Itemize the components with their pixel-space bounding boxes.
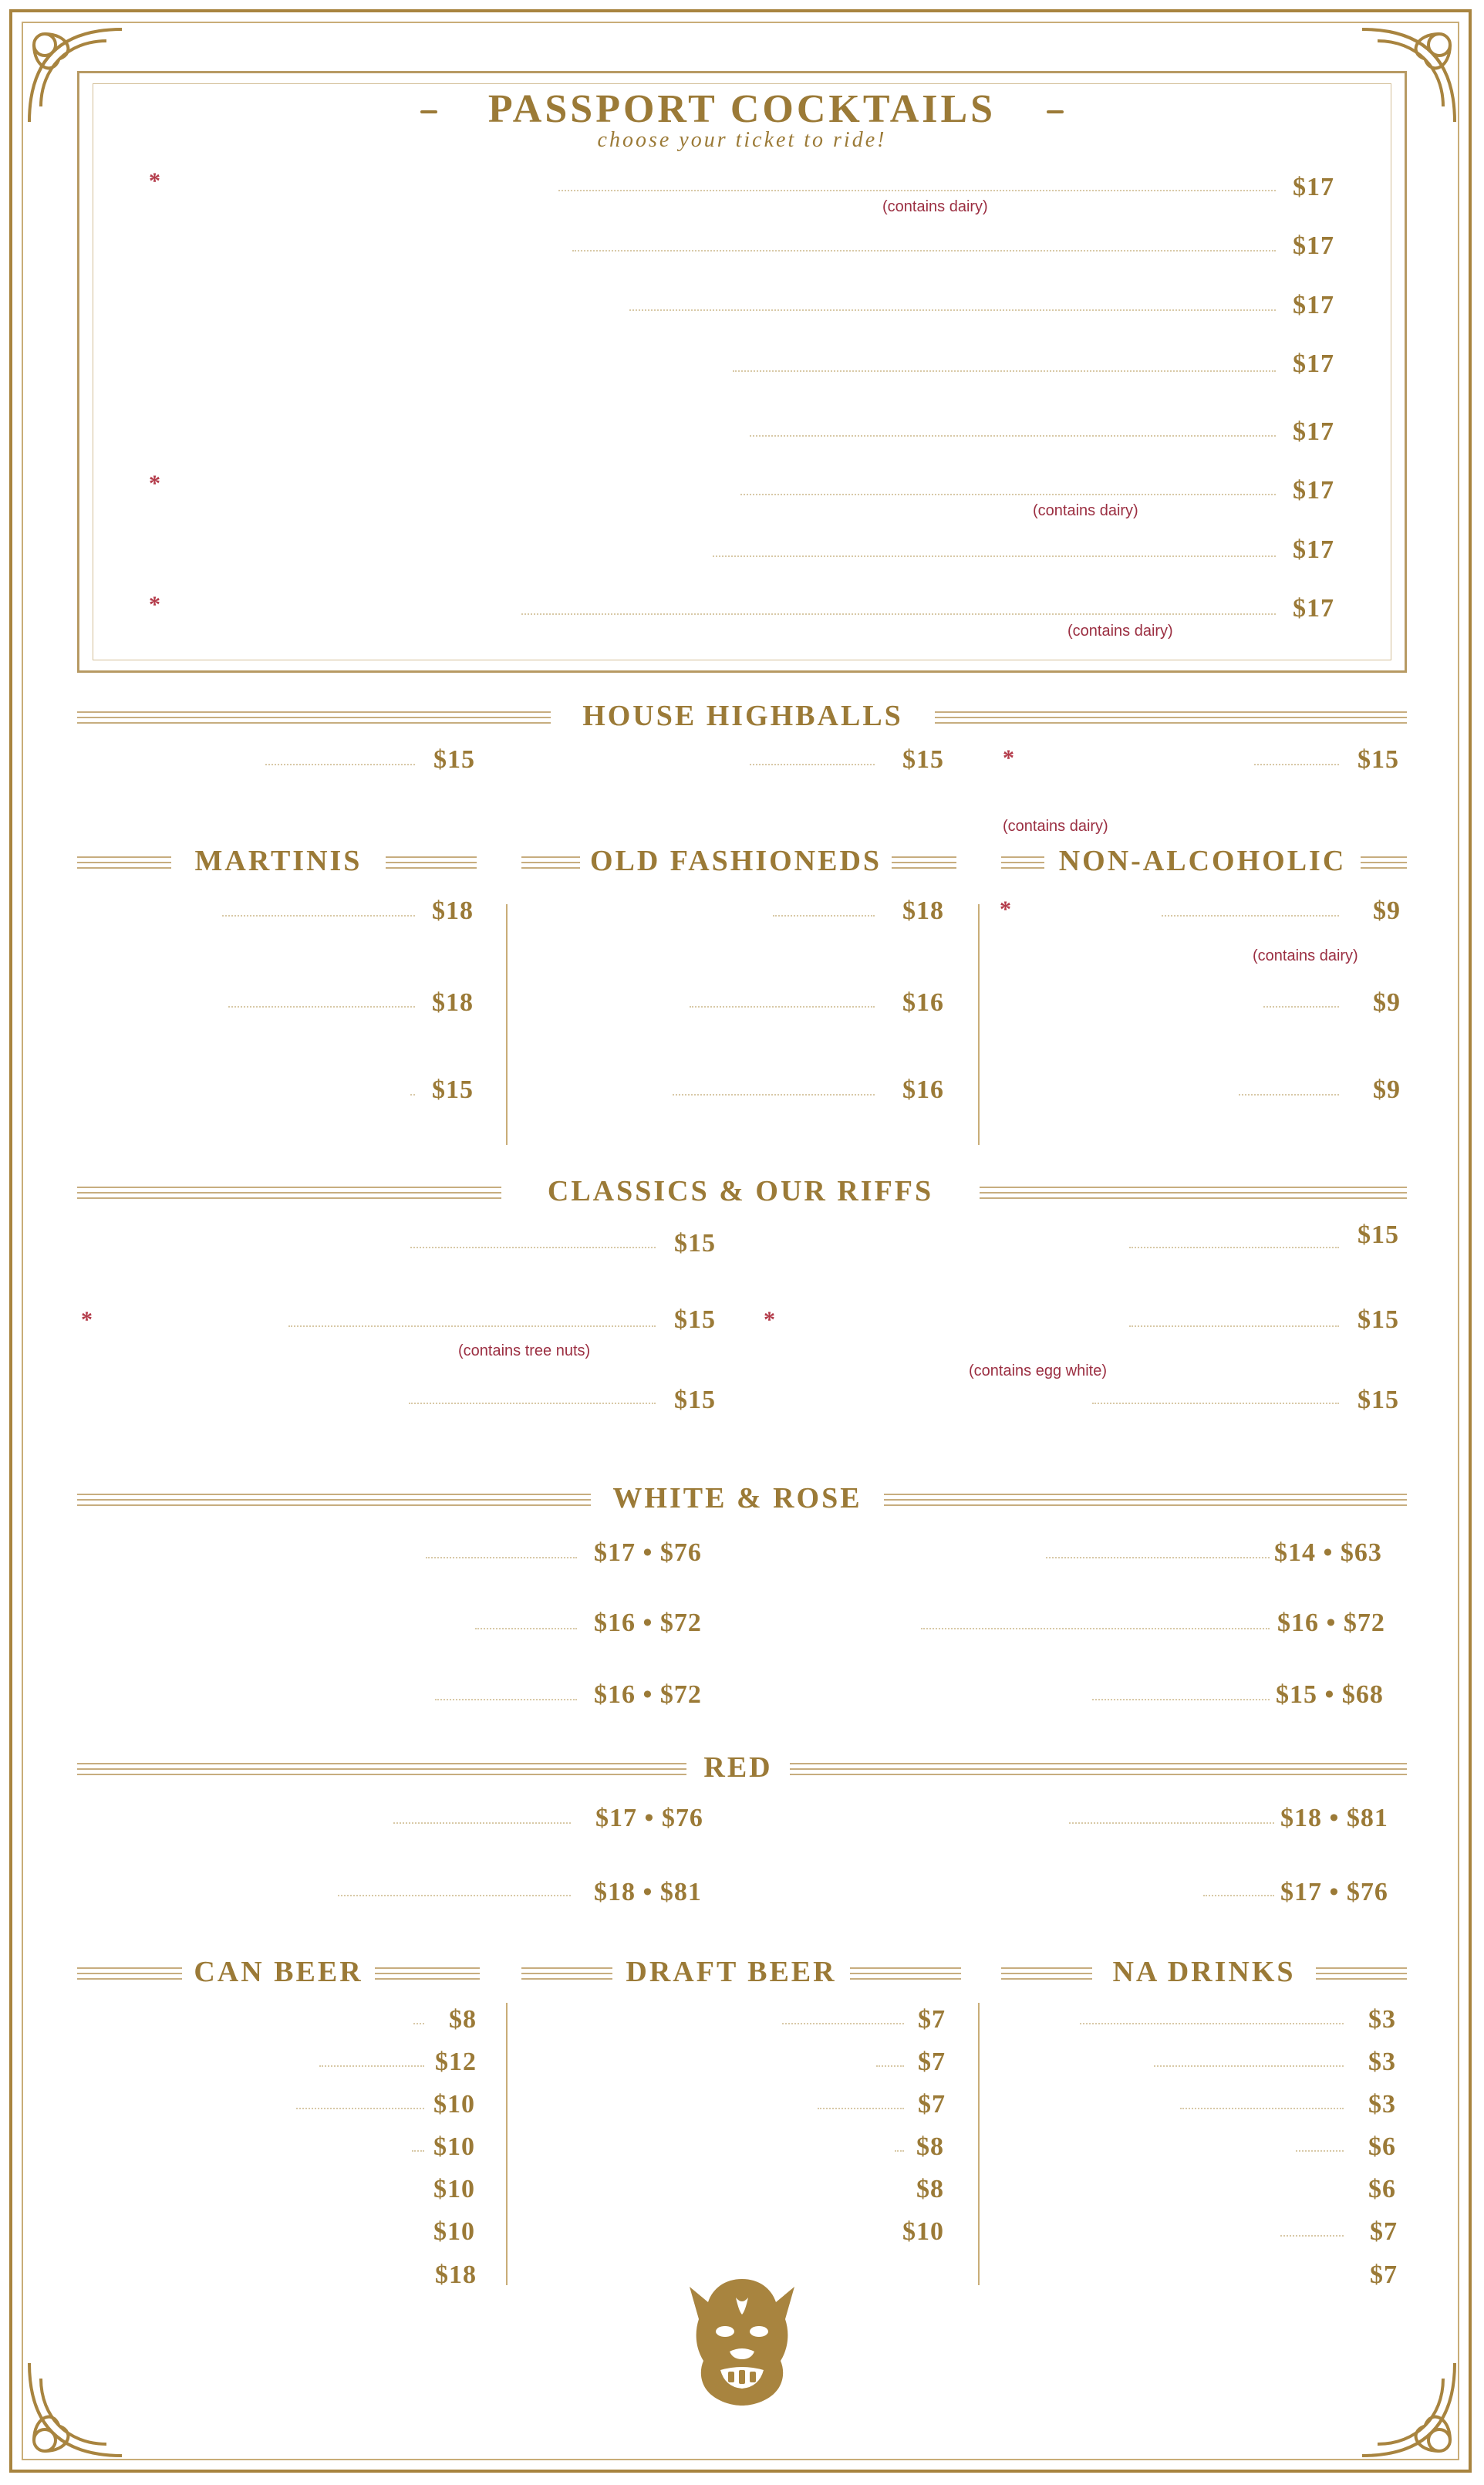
section-title-white-rose: WHITE & ROSE xyxy=(612,1482,862,1514)
section-rule xyxy=(521,856,580,869)
beer-price: $18 xyxy=(435,2260,477,2289)
wine-price: $14 • $63 xyxy=(1274,1538,1382,1567)
item-price: $15 xyxy=(1358,1221,1399,1249)
item-note: (contains dairy) xyxy=(1003,818,1108,835)
section-rule xyxy=(850,1967,961,1980)
drink-price: $6 xyxy=(1368,2132,1396,2161)
leader-line xyxy=(1203,1895,1274,1896)
wine-price: $17 • $76 xyxy=(594,1538,702,1567)
section-rule xyxy=(1316,1967,1407,1980)
page-subtitle: choose your ticket to ride! xyxy=(597,128,887,152)
item-price: $17 xyxy=(1293,417,1334,446)
wine-price: $16 • $72 xyxy=(594,1680,702,1709)
gargoyle-mascot-icon xyxy=(682,2271,802,2407)
beer-price: $12 xyxy=(435,2048,477,2076)
leader-line xyxy=(1092,1699,1270,1700)
drink-price: $3 xyxy=(1368,2005,1396,2034)
column-divider xyxy=(506,2003,508,2285)
section-rule xyxy=(892,856,956,869)
dairy-star: * xyxy=(1003,745,1014,771)
item-note: (contains egg white) xyxy=(969,1362,1107,1379)
dairy-star: * xyxy=(1000,896,1011,922)
section-rule xyxy=(77,1187,501,1199)
leader-line xyxy=(740,494,1276,495)
leader-line xyxy=(1154,2065,1344,2067)
item-price: $15 xyxy=(902,745,944,774)
item-price: $17 xyxy=(1293,291,1334,319)
item-note: (contains dairy) xyxy=(1067,623,1173,640)
beer-price: $7 xyxy=(918,2090,946,2119)
corner-flourish-icon xyxy=(1354,2355,1470,2471)
item-price: $18 xyxy=(432,896,474,925)
leader-line xyxy=(265,764,415,765)
section-rule xyxy=(77,711,551,724)
section-rule xyxy=(790,1763,1407,1775)
drink-price: $7 xyxy=(1370,2217,1398,2246)
leader-line xyxy=(750,435,1276,437)
wine-price: $16 • $72 xyxy=(594,1609,702,1637)
dairy-star: * xyxy=(149,168,160,194)
item-price: $17 xyxy=(1293,476,1334,505)
leader-line xyxy=(1254,764,1339,765)
item-price: $17 xyxy=(1293,349,1334,378)
section-rule xyxy=(521,1967,612,1980)
section-rule xyxy=(884,1494,1407,1506)
leader-line xyxy=(876,2065,904,2067)
item-price: $15 xyxy=(674,1229,716,1258)
section-rule xyxy=(77,856,171,869)
section-rule xyxy=(980,1187,1407,1199)
beer-price: $10 xyxy=(433,2132,475,2161)
leader-line xyxy=(410,1247,656,1248)
beer-price: $10 xyxy=(433,2217,475,2246)
item-price: $9 xyxy=(1373,896,1401,925)
leader-line xyxy=(435,1699,577,1700)
section-title-highballs: HOUSE HIGHBALLS xyxy=(582,700,903,732)
item-note: (contains dairy) xyxy=(1033,502,1138,519)
leader-line xyxy=(921,1628,1270,1629)
item-price: $9 xyxy=(1373,988,1401,1017)
item-price: $16 xyxy=(902,1075,944,1104)
egg-white-star: * xyxy=(764,1307,775,1332)
leader-line xyxy=(228,1006,415,1008)
item-price: $16 xyxy=(902,988,944,1017)
leader-line xyxy=(629,309,1276,311)
leader-line xyxy=(426,1557,577,1558)
leader-line xyxy=(521,613,1276,615)
leader-line xyxy=(1080,2023,1344,2024)
leader-line xyxy=(393,1822,571,1824)
corner-flourish-icon xyxy=(14,2355,130,2471)
beer-price: $7 xyxy=(918,2005,946,2034)
section-rule xyxy=(1361,856,1407,869)
item-price: $18 xyxy=(432,988,474,1017)
beer-price: $7 xyxy=(918,2048,946,2076)
leader-line xyxy=(750,764,875,765)
section-title-draft-beer: DRAFT BEER xyxy=(626,1956,837,1988)
section-title-classics: CLASSICS & OUR RIFFS xyxy=(547,1175,934,1207)
drink-price: $7 xyxy=(1370,2260,1398,2289)
leader-line xyxy=(713,555,1276,557)
item-price: $17 xyxy=(1293,173,1334,201)
section-title-old-fashioneds: OLD FASHIONEDS xyxy=(589,845,882,877)
section-rule xyxy=(1001,856,1044,869)
section-title-na-drinks: NA DRINKS xyxy=(1112,1956,1296,1988)
dairy-star: * xyxy=(149,471,160,496)
leader-line xyxy=(1092,1403,1339,1404)
section-rule xyxy=(77,1494,591,1506)
drink-price: $3 xyxy=(1368,2048,1396,2076)
section-rule xyxy=(1001,1967,1092,1980)
beer-price: $10 xyxy=(433,2175,475,2203)
item-note: (contains dairy) xyxy=(882,198,988,215)
leader-line xyxy=(412,2150,424,2152)
leader-line xyxy=(558,190,1276,191)
leader-line xyxy=(1296,2150,1344,2152)
leader-line xyxy=(288,1325,656,1327)
item-price: $15 xyxy=(1358,745,1399,774)
dairy-star: * xyxy=(149,592,160,617)
leader-line xyxy=(690,1006,875,1008)
section-rule xyxy=(77,1763,686,1775)
item-price: $9 xyxy=(1373,1075,1401,1104)
leader-line xyxy=(410,1094,415,1096)
section-title-martinis: MARTINIS xyxy=(194,845,363,877)
section-rule xyxy=(375,1967,480,1980)
section-title-non-alcoholic: NON-ALCOHOLIC xyxy=(1058,845,1347,877)
leader-line xyxy=(319,2065,424,2067)
leader-line xyxy=(782,2023,904,2024)
wine-price: $18 • $81 xyxy=(594,1878,702,1906)
item-price: $17 xyxy=(1293,594,1334,623)
item-price: $15 xyxy=(674,1305,716,1334)
wine-price: $17 • $76 xyxy=(595,1804,703,1832)
leader-line xyxy=(1162,915,1339,917)
tree-nut-star: * xyxy=(81,1307,93,1332)
drink-price: $6 xyxy=(1368,2175,1396,2203)
item-note: (contains dairy) xyxy=(1253,947,1358,964)
item-price: $18 xyxy=(902,896,944,925)
beer-price: $10 xyxy=(433,2090,475,2119)
leader-line xyxy=(818,2108,904,2109)
leader-line xyxy=(1046,1557,1270,1558)
leader-line xyxy=(338,1895,571,1896)
item-price: $15 xyxy=(1358,1305,1399,1334)
leader-line xyxy=(673,1094,875,1096)
leader-line xyxy=(572,250,1276,252)
page-title: PASSPORT COCKTAILS xyxy=(487,87,997,131)
leader-line xyxy=(1129,1325,1339,1327)
beer-price: $8 xyxy=(916,2132,944,2161)
leader-line xyxy=(475,1628,577,1629)
column-divider xyxy=(506,904,508,1145)
item-price: $15 xyxy=(1358,1386,1399,1414)
wine-price: $16 • $72 xyxy=(1277,1609,1385,1637)
section-rule xyxy=(935,711,1407,724)
column-divider xyxy=(978,2003,980,2285)
section-rule xyxy=(77,1967,182,1980)
wine-price: $17 • $76 xyxy=(1280,1878,1388,1906)
item-price: $15 xyxy=(432,1075,474,1104)
wine-price: $15 • $68 xyxy=(1276,1680,1384,1709)
item-price: $15 xyxy=(674,1386,716,1414)
column-divider xyxy=(978,904,980,1145)
passport-inner-frame xyxy=(93,83,1391,660)
leader-line xyxy=(409,1403,656,1404)
item-note: (contains tree nuts) xyxy=(458,1342,591,1359)
leader-line xyxy=(1239,1094,1339,1096)
leader-line xyxy=(1280,2235,1344,2237)
leader-line xyxy=(773,915,875,917)
item-price: $15 xyxy=(433,745,475,774)
leader-line xyxy=(733,370,1276,372)
leader-line xyxy=(895,2150,904,2152)
leader-line xyxy=(222,915,415,917)
beer-price: $10 xyxy=(902,2217,944,2246)
wine-price: $18 • $81 xyxy=(1280,1804,1388,1832)
item-price: $17 xyxy=(1293,231,1334,260)
beer-price: $8 xyxy=(449,2005,477,2034)
leader-line xyxy=(413,2023,424,2024)
section-title-can-beer: CAN BEER xyxy=(194,1956,363,1988)
leader-line xyxy=(1263,1006,1339,1008)
leader-line xyxy=(1180,2108,1344,2109)
section-rule xyxy=(386,856,477,869)
drink-price: $3 xyxy=(1368,2090,1396,2119)
section-title-red: RED xyxy=(703,1751,773,1784)
beer-price: $8 xyxy=(916,2175,944,2203)
item-price: $17 xyxy=(1293,535,1334,564)
leader-line xyxy=(1069,1822,1274,1824)
leader-line xyxy=(296,2108,424,2109)
leader-line xyxy=(1129,1247,1339,1248)
